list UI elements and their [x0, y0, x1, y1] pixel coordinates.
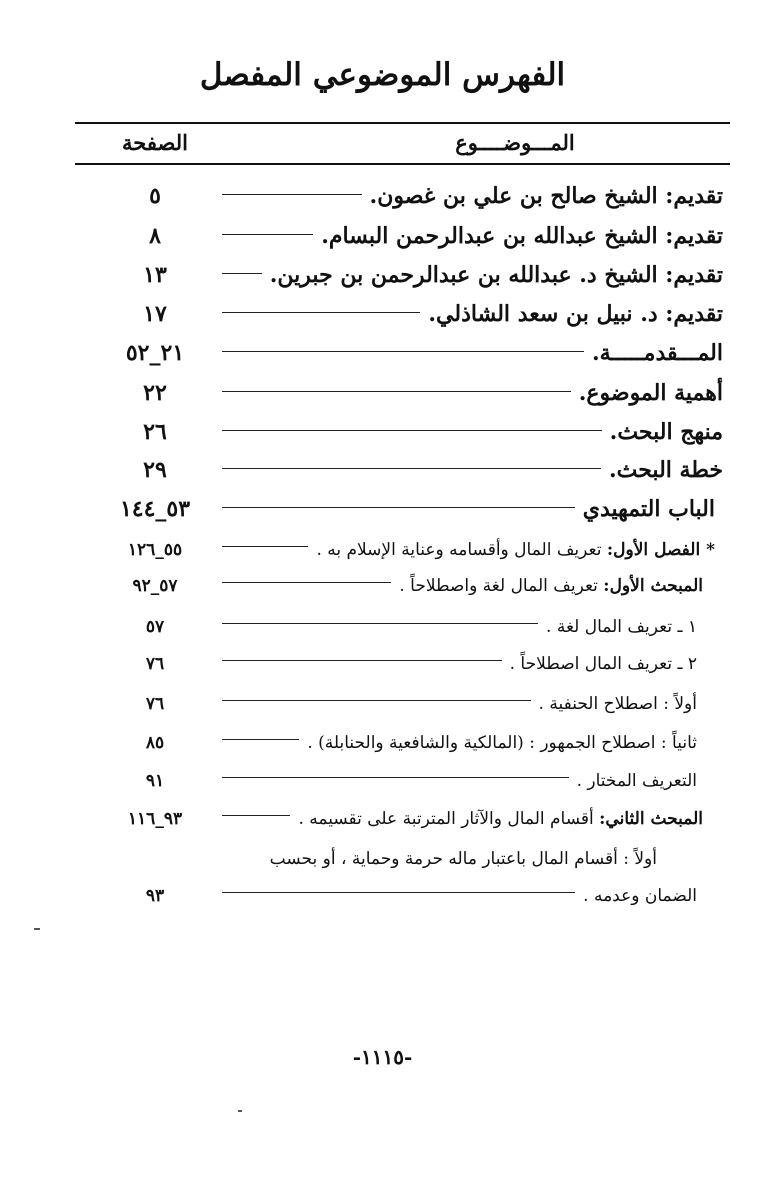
toc-entry-title: تقديم: الشيخ عبدالله بن عبدالرحمن البسام. [222, 216, 723, 256]
toc-entry-page: ١٧ [143, 301, 167, 327]
toc-entry-page: ٨٥ [145, 733, 165, 753]
leader-line [222, 815, 290, 816]
toc-entry-page: ٧٦ [145, 654, 165, 674]
toc-entry-page: ٢٢ [143, 380, 167, 406]
toc-entry [0, 294, 765, 334]
toc-entry-page: ٩٣ [145, 886, 165, 906]
toc-entry-title: منهج البحث. [222, 412, 723, 452]
leader-line [222, 739, 299, 740]
leader-line [222, 507, 575, 508]
leader-line [222, 660, 502, 661]
toc-entry-title: تقديم: د. نبيل بن سعد الشاذلي. [222, 294, 723, 334]
toc-entry [0, 373, 765, 413]
leader-line [222, 623, 538, 624]
toc-entry [0, 568, 765, 608]
toc-entry-page: ٥٥_١٢٦ [127, 540, 183, 560]
toc-entry [0, 412, 765, 452]
toc-entry [0, 450, 765, 490]
toc-entry-title: أولاً : أقسام المال باعتبار ماله حرمة وحماية ، أو بحسب [269, 849, 657, 869]
leader-line [222, 700, 531, 701]
toc-entry [0, 176, 765, 216]
toc-entry-page: ٢٩ [143, 457, 167, 483]
toc-entry-title: ثانياً : اصطلاح الجمهور : (المالكية والشافعية والحنابلة) . [222, 725, 697, 761]
leader-line [222, 351, 584, 352]
toc-entry-title: أهمية الموضوع. [222, 373, 723, 413]
toc-entry [0, 489, 765, 529]
scan-speck [34, 928, 40, 930]
toc-entry [0, 216, 765, 256]
toc-entry-page: ٥ [149, 183, 161, 209]
header-bottom-rule [75, 163, 730, 165]
page-number: -١١١٥- [352, 1045, 413, 1069]
leader-line [222, 234, 313, 235]
toc-entry-title: المبحث الثاني: أقسام المال والآثار المترتبة على تقسيمه . [222, 801, 703, 837]
toc-entry [0, 609, 765, 649]
page-title: الفهرس الموضوعي المفصل [199, 57, 566, 93]
toc-entry-title: خطة البحث. [222, 450, 723, 490]
toc-entry-continued [0, 841, 765, 881]
leader-line [222, 430, 602, 431]
toc-entry [0, 878, 765, 918]
column-header-topic: المـــوضــــوع [455, 130, 575, 155]
leader-line [222, 194, 362, 195]
toc-entry-title: الضمان وعدمه . [222, 878, 697, 914]
leader-line [222, 546, 308, 547]
toc-entry-title: التعريف المختار . [222, 763, 697, 799]
toc-entry [0, 686, 765, 726]
leader-line [222, 468, 601, 469]
column-header-page: الصفحة [122, 130, 188, 155]
toc-entry [0, 801, 765, 841]
scan-speck [238, 1110, 242, 1112]
leader-line [222, 312, 420, 313]
toc-entry-title: * الفصل الأول: تعريف المال وأقسامه وعناية الإسلام به . [222, 532, 715, 568]
toc-entry-title: ١ ـ تعريف المال لغة . [222, 609, 697, 645]
toc-entry-title: تقديم: الشيخ د. عبدالله بن عبدالرحمن بن جبرين. [222, 255, 723, 295]
leader-line [222, 892, 575, 893]
toc-entry-page: ٥٧_٩٢ [132, 576, 178, 596]
toc-entry-page: ٢١_٥٢ [125, 340, 185, 366]
toc-entry [0, 763, 765, 803]
leader-line [222, 582, 391, 583]
toc-entry-page: ٩١ [145, 771, 165, 791]
toc-entry [0, 255, 765, 295]
toc-entry-title: المبحث الأول: تعريف المال لغة واصطلاحاً . [222, 568, 703, 604]
toc-entry-page: ٩٣_١١٦ [127, 809, 183, 829]
toc-entry-page: ٧٦ [145, 694, 165, 714]
toc-entry-title: أولاً : اصطلاح الحنفية . [222, 686, 697, 722]
toc-entry-page: ٥٧ [145, 617, 165, 637]
toc-entry [0, 725, 765, 765]
leader-line [222, 391, 571, 392]
toc-entry-page: ٢٦ [143, 419, 167, 445]
toc-entry-page: ٥٣_١٤٤ [119, 496, 191, 522]
toc-entry-page: ١٣ [143, 262, 167, 288]
leader-line [222, 273, 262, 274]
toc-entry-title: الباب التمهيدي [222, 489, 715, 529]
toc-entry [0, 333, 765, 373]
toc-entry-page: ٨ [149, 223, 161, 249]
header-top-rule [75, 122, 730, 124]
leader-line [222, 777, 569, 778]
toc-entry-title: ٢ ـ تعريف المال اصطلاحاً . [222, 646, 697, 682]
toc-entry-title: تقديم: الشيخ صالح بن علي بن غصون. [222, 176, 723, 216]
toc-entry [0, 646, 765, 686]
toc-entry [0, 532, 765, 572]
toc-entry-title: المـــقدمـــــة. [222, 333, 723, 373]
